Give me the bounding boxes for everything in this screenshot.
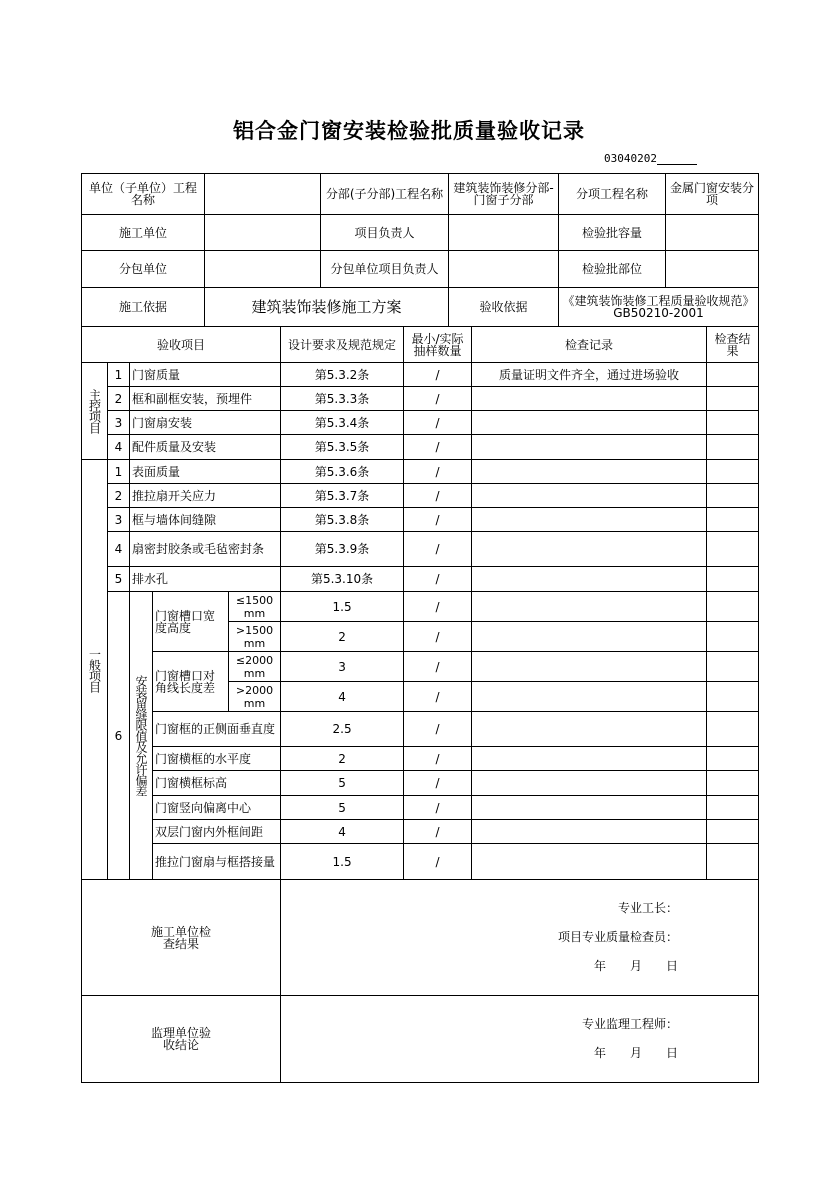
row-sample[interactable]: / (404, 844, 472, 880)
main-label: 主控项目 (87, 389, 102, 433)
inspector-signature: 项目专业质量检查员： (558, 930, 679, 944)
row-result[interactable] (707, 435, 759, 460)
contractor-check-area[interactable] (281, 880, 759, 996)
unit-label: 单位（子单位）工程名称 (82, 174, 205, 215)
row-no: 3 (108, 411, 130, 435)
row-design: 第5.3.10条 (281, 567, 404, 592)
row-name: 排水孔 (130, 567, 281, 592)
row-name: 门窗竖向偏离中心 (153, 796, 281, 820)
row-record[interactable] (472, 532, 707, 567)
row-record[interactable] (472, 592, 707, 622)
row-sample[interactable]: / (404, 796, 472, 820)
foreman-signature: 专业工长： (618, 901, 679, 915)
row-record[interactable] (472, 682, 707, 712)
row-no: 5 (108, 567, 130, 592)
col-sample: 最小/实际抽样数量 (404, 327, 472, 363)
row-record[interactable] (472, 387, 707, 411)
row-name: 扇密封胶条或毛毡密封条 (130, 532, 281, 567)
main-label-cell (82, 363, 108, 460)
row-result[interactable] (707, 747, 759, 771)
form-code (604, 152, 697, 165)
row-result[interactable] (707, 387, 759, 411)
row-result[interactable] (707, 592, 759, 622)
col-record: 检查记录 (472, 327, 707, 363)
row-sample[interactable]: / (404, 435, 472, 460)
row-name: 门窗框的正侧面垂直度 (153, 712, 281, 747)
row-name: 表面质量 (130, 460, 281, 484)
row-result[interactable] (707, 508, 759, 532)
row-design: 2 (281, 747, 404, 771)
sub-pm-value[interactable] (449, 251, 559, 288)
six-label: 安装留缝限值及允许偏差 (134, 675, 148, 796)
row-sample[interactable]: / (404, 682, 472, 712)
row-record[interactable] (472, 435, 707, 460)
row-design: 5 (281, 796, 404, 820)
row-no: 4 (108, 532, 130, 567)
general-label: 一般项目 (87, 647, 102, 692)
contractor-value[interactable] (205, 215, 321, 251)
capacity-label: 检验批容量 (559, 215, 666, 251)
contractor-label: 施工单位 (82, 215, 205, 251)
acc-basis-label: 验收依据 (449, 288, 559, 327)
row-record[interactable] (472, 844, 707, 880)
row-record[interactable] (472, 820, 707, 844)
row-design: 4 (281, 820, 404, 844)
inspection-table (81, 326, 759, 1083)
row-no: 2 (108, 484, 130, 508)
row-design: 第5.3.8条 (281, 508, 404, 532)
row-result[interactable] (707, 622, 759, 652)
supervisor-date: 年 月 日 (594, 1046, 679, 1060)
row-name: 门窗扇安装 (130, 411, 281, 435)
item-value[interactable]: 金属门窗安装分项 (666, 174, 759, 215)
subcontractor-label: 分包单位 (82, 251, 205, 288)
sub-label: 分部(子分部)工程名称 (321, 174, 449, 215)
row-no: 2 (108, 387, 130, 411)
row-result[interactable] (707, 363, 759, 387)
row-result[interactable] (707, 771, 759, 796)
row-record[interactable] (472, 796, 707, 820)
supervisor-label (82, 996, 281, 1083)
row-name: 推拉门窗扇与框搭接量 (153, 844, 281, 880)
location-value[interactable] (666, 251, 759, 288)
row-record[interactable] (472, 771, 707, 796)
location-label: 检验批部位 (559, 251, 666, 288)
row-record[interactable] (472, 652, 707, 682)
row-design: 1.5 (281, 844, 404, 880)
pm-label: 项目负责人 (321, 215, 449, 251)
contractor-date: 年 月 日 (594, 959, 679, 973)
row-design: 4 (281, 682, 404, 712)
group-name: 门窗槽口对角线长度差 (153, 652, 229, 712)
form-code-blank (657, 153, 697, 165)
col-item: 验收项目 (82, 327, 281, 363)
supervisor-label-text: 监理单位验收结论 (151, 1026, 212, 1052)
sub-pm-label: 分包单位项目负责人 (321, 251, 449, 288)
row-name: 框与墙体间缝隙 (130, 508, 281, 532)
row-record[interactable] (472, 567, 707, 592)
row-design: 第5.3.6条 (281, 460, 404, 484)
row-name: 门窗质量 (130, 363, 281, 387)
row-result[interactable] (707, 820, 759, 844)
row-design: 第5.3.5条 (281, 435, 404, 460)
row-design: 1.5 (281, 592, 404, 622)
group-name: 门窗槽口宽度高度 (153, 592, 229, 652)
row-sample[interactable]: / (404, 532, 472, 567)
row-result[interactable] (707, 484, 759, 508)
row-design: 第5.3.4条 (281, 411, 404, 435)
row-result[interactable] (707, 682, 759, 712)
row-sample[interactable]: / (404, 592, 472, 622)
basis-value[interactable]: 建筑装饰装修施工方案 (205, 288, 449, 327)
row-design: 3 (281, 652, 404, 682)
row-record[interactable] (472, 411, 707, 435)
row-no: 6 (108, 592, 130, 880)
row-sample[interactable]: / (404, 747, 472, 771)
contractor-check-label-text: 施工单位检查结果 (151, 924, 212, 951)
row-result[interactable] (707, 411, 759, 435)
row-sample[interactable]: / (404, 652, 472, 682)
capacity-value[interactable] (666, 215, 759, 251)
row-design: 5 (281, 771, 404, 796)
row-sample[interactable]: / (404, 460, 472, 484)
row-sample[interactable]: / (404, 387, 472, 411)
contractor-check-label (82, 880, 281, 996)
pm-value[interactable] (449, 215, 559, 251)
row-sample[interactable]: / (404, 622, 472, 652)
col-design: 设计要求及规范规定 (281, 327, 404, 363)
row-name: 配件质量及安装 (130, 435, 281, 460)
unit-value[interactable] (205, 174, 321, 215)
item-label: 分项工程名称 (559, 174, 666, 215)
row-result[interactable] (707, 712, 759, 747)
row-condition: >2000 mm (229, 682, 281, 712)
row-design: 第5.3.3条 (281, 387, 404, 411)
general-label-cell (82, 460, 108, 880)
supervisor-area[interactable] (281, 996, 759, 1083)
row-record[interactable] (472, 712, 707, 747)
row-condition: >1500 mm (229, 622, 281, 652)
row-record[interactable] (472, 460, 707, 484)
page-title: 铝合金门窗安装检验批质量验收记录 (233, 118, 585, 143)
row-design: 第5.3.9条 (281, 532, 404, 567)
form-code-number: 03040202 (604, 152, 657, 165)
row-sample[interactable]: / (404, 712, 472, 747)
row-record[interactable] (472, 508, 707, 532)
basis-label: 施工依据 (82, 288, 205, 327)
row-record[interactable] (472, 747, 707, 771)
row-sample[interactable]: / (404, 771, 472, 796)
row-sample[interactable]: / (404, 820, 472, 844)
row-record[interactable] (472, 484, 707, 508)
row-name: 推拉扇开关应力 (130, 484, 281, 508)
row-name: 框和副框安装，预埋件 (130, 387, 281, 411)
row-result[interactable] (707, 796, 759, 820)
row-sample[interactable]: / (404, 363, 472, 387)
row-result[interactable] (707, 844, 759, 880)
sub-value[interactable]: 建筑装饰装修分部-门窗子分部 (449, 174, 559, 215)
row-design: 第5.3.7条 (281, 484, 404, 508)
row-no: 3 (108, 508, 130, 532)
row-no: 4 (108, 435, 130, 460)
row-name: 门窗横框标高 (153, 771, 281, 796)
row-result[interactable] (707, 460, 759, 484)
row-sample[interactable]: / (404, 411, 472, 435)
row-sample[interactable]: / (404, 567, 472, 592)
row-no: 1 (108, 363, 130, 387)
row-result[interactable] (707, 532, 759, 567)
row-result[interactable] (707, 567, 759, 592)
row-sample[interactable]: / (404, 508, 472, 532)
row-record[interactable] (472, 622, 707, 652)
row-design: 2.5 (281, 712, 404, 747)
row-design: 2 (281, 622, 404, 652)
row-name: 门窗横框的水平度 (153, 747, 281, 771)
acc-basis-value[interactable]: 《建筑装饰装修工程质量验收规范》GB50210-2001 (559, 288, 759, 327)
row-condition: ≤1500 mm (229, 592, 281, 622)
six-label-cell (130, 592, 153, 880)
row-condition: ≤2000 mm (229, 652, 281, 682)
subcontractor-value[interactable] (205, 251, 321, 288)
row-name: 双层门窗内外框间距 (153, 820, 281, 844)
row-record[interactable]: 质量证明文件齐全，通过进场验收 (472, 363, 707, 387)
row-design: 第5.3.2条 (281, 363, 404, 387)
row-sample[interactable]: / (404, 484, 472, 508)
row-no: 1 (108, 460, 130, 484)
row-result[interactable] (707, 652, 759, 682)
col-result: 检查结果 (707, 327, 759, 363)
header-table (81, 173, 759, 327)
engineer-signature: 专业监理工程师： (582, 1017, 679, 1031)
